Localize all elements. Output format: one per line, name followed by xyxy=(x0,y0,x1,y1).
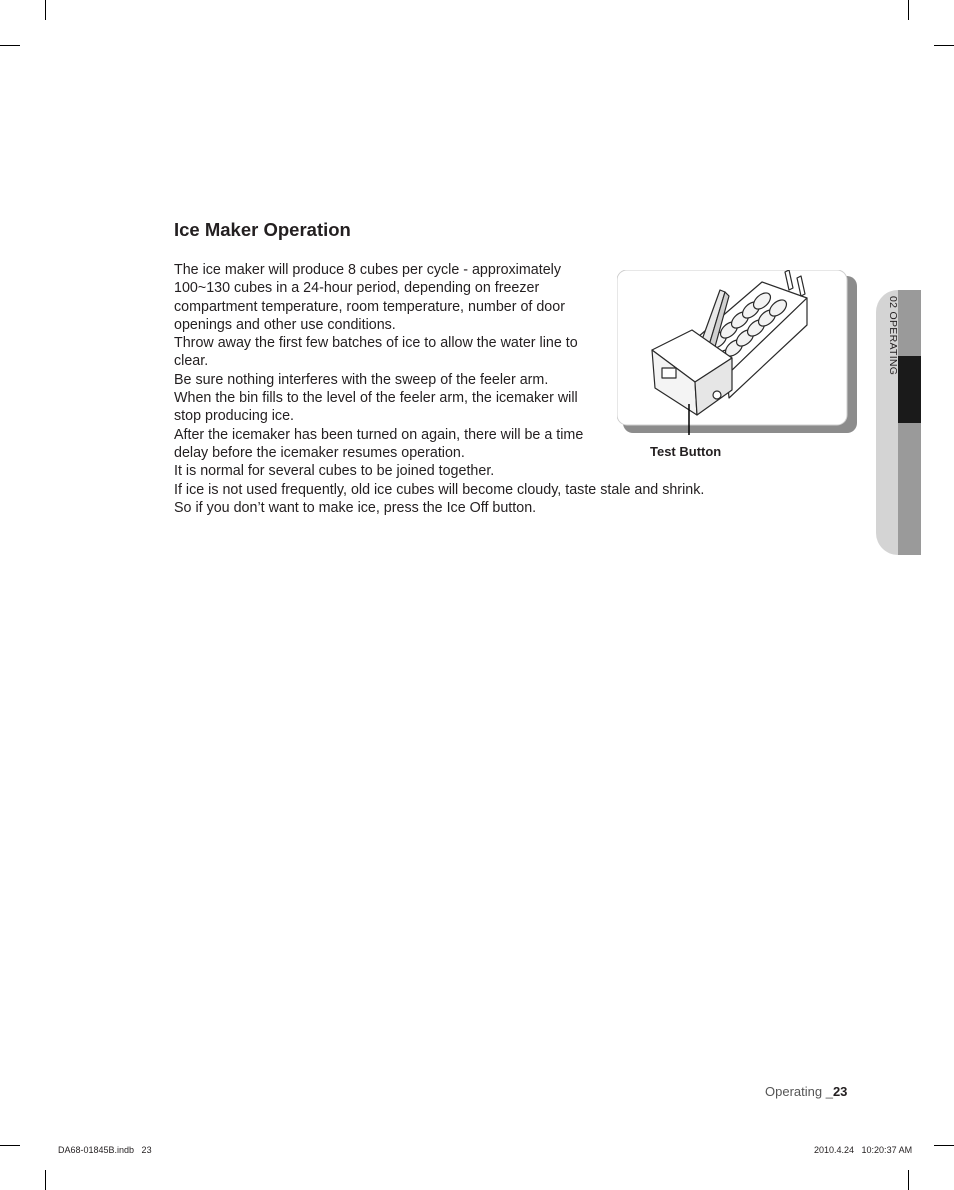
test-button-label: Test Button xyxy=(650,444,722,459)
crop-mark xyxy=(934,1145,954,1146)
body-line: Throw away the first few batches of ice to allow the water line to xyxy=(174,335,578,352)
body-line: The ice maker will produce 8 cubes per cycle - approximately xyxy=(174,262,561,278)
body-line: Be sure nothing interferes with the sweep of the feeler arm. xyxy=(174,371,549,388)
body-line: If ice is not used frequently, old ice cubes will become cloudy, taste stale and shrink. xyxy=(174,481,705,498)
footer-section-label: Operating _ xyxy=(765,1084,833,1099)
crop-mark xyxy=(45,0,46,20)
body-line: clear. xyxy=(174,353,209,370)
body-line: 100~130 cubes in a 24-hour period, depending on freezer xyxy=(174,280,540,297)
print-slug-timestamp: 2010.4.24 10:20:37 AM xyxy=(814,1145,913,1155)
chapter-tab-label: 02 OPERATING xyxy=(887,296,899,376)
crop-mark xyxy=(934,45,954,46)
section-title: Ice Maker Operation xyxy=(174,219,351,240)
crop-mark xyxy=(908,1170,909,1190)
print-slug-file: DA68-01845B.indb 23 xyxy=(58,1145,152,1155)
body-line: After the icemaker has been turned on again, there will be a time xyxy=(174,426,584,443)
crop-mark xyxy=(0,1145,20,1146)
body-line: delay before the icemaker resumes operation. xyxy=(174,444,465,461)
crop-mark xyxy=(908,0,909,20)
chapter-tab-indicator xyxy=(898,356,921,423)
body-line: stop producing ice. xyxy=(174,408,295,425)
body-line: It is normal for several cubes to be joined together. xyxy=(174,463,495,480)
body-line: When the bin fills to the level of the feeler arm, the icemaker will xyxy=(174,390,578,407)
body-line: openings and other use conditions. xyxy=(174,316,396,333)
page-number: 23 xyxy=(832,1084,848,1099)
ice-maker-figure xyxy=(617,270,857,435)
ice-maker-illustration xyxy=(617,270,857,435)
crop-mark xyxy=(0,45,20,46)
crop-mark xyxy=(45,1170,46,1190)
chapter-tab-bar xyxy=(898,290,921,356)
chapter-tab-bar xyxy=(898,423,921,555)
body-line: So if you don’t want to make ice, press the Ice Off button. xyxy=(174,499,537,516)
page-footer xyxy=(765,1084,847,1099)
body-line: compartment temperature, room temperature, number of door xyxy=(174,298,565,315)
